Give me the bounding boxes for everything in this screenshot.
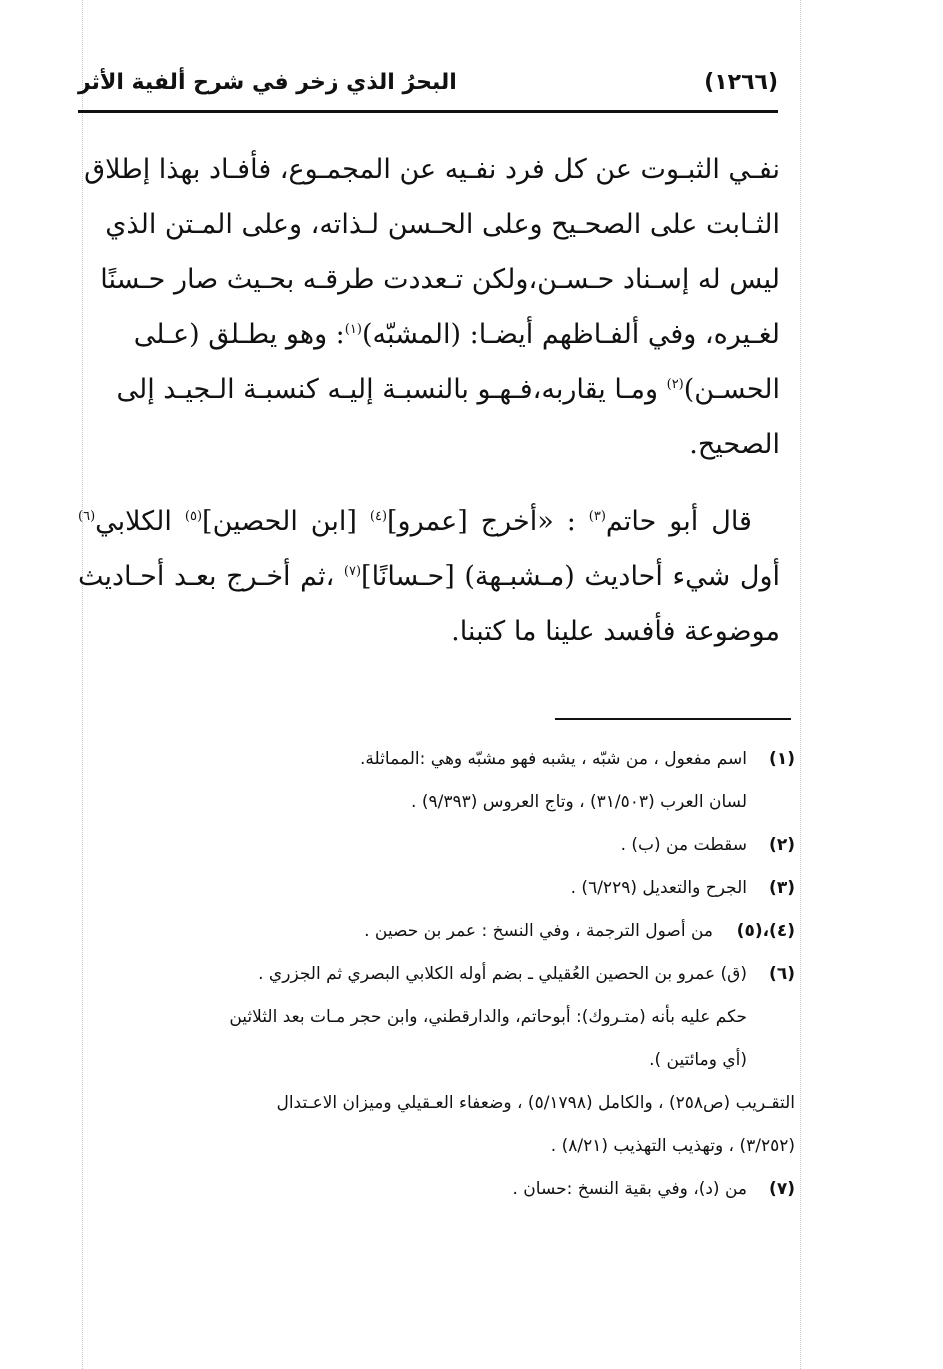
footnote-text: سقطت من (ب) .	[620, 835, 747, 855]
body-paragraph-2	[78, 494, 780, 659]
footnote-number: (٦)	[769, 964, 795, 984]
footnote-7	[78, 1168, 795, 1211]
text-span: أول شيء أحاديث (مـشبـهة) [حـسانًا]	[361, 561, 780, 592]
footnote-number: (٤)،(٥)	[736, 921, 795, 941]
footnote-ref: (٢)	[666, 377, 684, 392]
footnote-text: الجرح والتعديل (٦/٢٢٩) .	[570, 878, 747, 898]
footnote-continuation: (أي ومائتين ).	[649, 1050, 747, 1070]
footnote-text: من (د)، وفي بقية النسخ :حسان .	[512, 1179, 747, 1199]
text-span: ،ثم أخـرج بعـد أحـاديث	[78, 561, 335, 592]
footnote-4-5	[78, 910, 795, 953]
book-title: البحرُ الذي زخر في شرح ألفية الأثر	[78, 70, 457, 95]
text-span: قال أبو حاتم	[605, 506, 752, 537]
footnote-ref: (٤)	[369, 509, 388, 524]
footnote-text: اسم مفعول ، من شبّه ، يشبه فهو مشبّه وهي :المماثلة.	[360, 749, 747, 769]
footnote-continuation: حكم عليه بأنه (متـروك): أبوحاتم، والدارقطني، وابن حجر مـات بعد الثلاثين	[229, 1007, 747, 1027]
footnote-separator	[555, 718, 791, 720]
footnote-3	[78, 867, 795, 910]
text-span: ومـا يقاربه،فـهـو بالنسبـة إليـه كنسبـة الـجيـد إلى	[116, 374, 659, 405]
body-paragraph-1	[78, 142, 780, 472]
footnote-ref: (١)	[344, 322, 362, 337]
text-span: موضوعة فأفسد علينا ما كتبنا.	[451, 616, 780, 647]
footnote-ref: (٣)	[588, 509, 606, 524]
page-number: (١٢٦٦)	[704, 70, 778, 95]
footnote-number: (١)	[769, 749, 795, 769]
text-line: الصحيح.	[689, 429, 780, 460]
text-span: لغـيره، وفي ألفـاظهم أيضـا: (المشبّه)	[361, 319, 780, 350]
text-span: : «أخرج [عمرو]	[387, 506, 576, 537]
footnote-continuation: لسان العرب (٣١/٥٠٣) ، وتاج العروس (٩/٣٩٣) .	[411, 792, 747, 812]
footnote-ref: (٥)	[184, 509, 203, 524]
footnotes	[78, 738, 795, 1211]
text-line: ليس له إسـناد حـسـن،ولكن تـعددت طرقـه بحـيث صار حـسنًا	[100, 264, 780, 295]
footnote-ref: (٦)	[78, 509, 96, 524]
footnote-number: (٣)	[769, 878, 795, 898]
text-line: نفـي الثبـوت عن كل فرد نفـيه عن المجمـوع، فأفـاد بهذا إطلاق	[84, 154, 780, 185]
footnote-text: (ق) عمرو بن الحصين العُقيلي ـ بضم أوله الكلابي البصري ثم الجزري .	[258, 964, 747, 984]
footnote-1	[78, 738, 795, 781]
running-header	[78, 62, 778, 113]
text-line	[78, 307, 780, 362]
footnote-continuation: (٣/٢٥٢) ، وتهذيب التهذيب (٨/٢١) .	[550, 1136, 795, 1156]
text-span: الكلابي	[95, 506, 172, 537]
footnote-2	[78, 824, 795, 867]
text-span: [ابن الحصين]	[202, 506, 357, 537]
text-line	[78, 362, 780, 417]
scan-guide-line	[800, 0, 801, 1369]
footnote-number: (٢)	[769, 835, 795, 855]
text-span: الحسـن)	[683, 374, 780, 405]
footnote-ref: (٧)	[343, 564, 362, 579]
text-line: الثـابت على الصحـيح وعلى الحـسن لـذاته، وعلى المـتن الذي	[105, 209, 780, 240]
text-span: : وهو يطـلق (عـلى	[133, 319, 345, 350]
footnote-continuation: التقـريب (ص٢٥٨) ، والكامل (٥/١٧٩٨) ، وضعفاء العـقيلي وميزان الاعـتدال	[276, 1093, 795, 1113]
footnote-6	[78, 953, 795, 996]
footnote-text: من أصول الترجمة ، وفي النسخ : عمر بن حصين .	[364, 921, 713, 941]
footnote-number: (٧)	[769, 1179, 795, 1199]
